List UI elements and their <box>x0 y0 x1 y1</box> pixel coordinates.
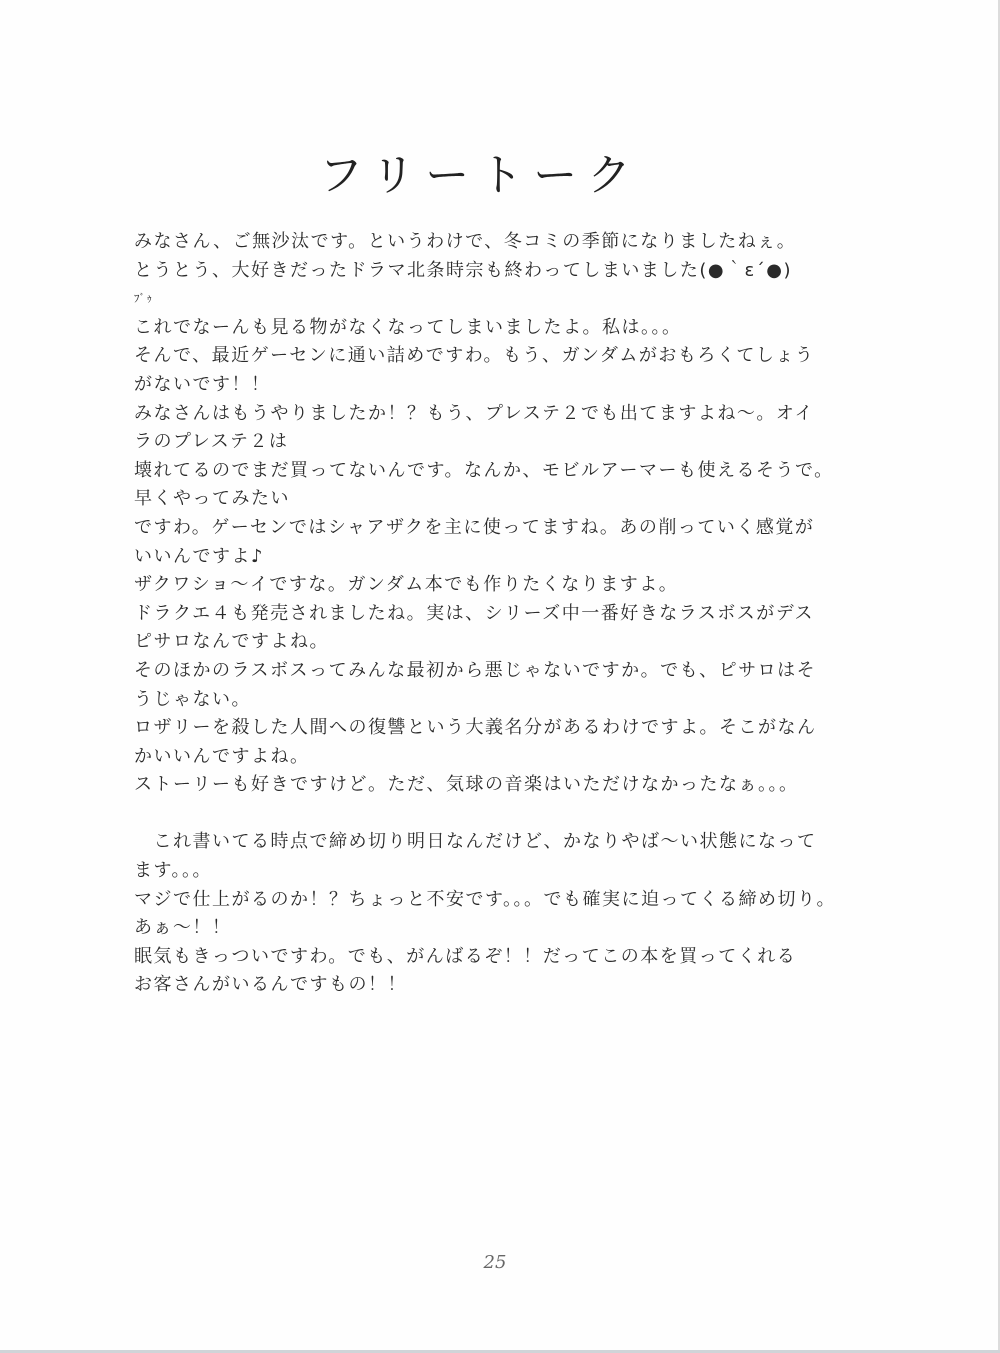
page-number: 25 <box>483 1252 507 1273</box>
text-line: みなさん、ご無沙汰です。というわけで、冬コミの季節になりましたねぇ。 <box>134 231 797 252</box>
text-line: ストーリーも好きですけど。ただ、気球の音楽はいただけなかったなぁ。。。 <box>134 774 799 796</box>
text-line: ロザリーを殺した人間への復讐という大義名分があるわけですよ。そこがなん <box>134 717 817 739</box>
body-text <box>134 228 837 1000</box>
text-line: とうとう、大好きだったドラマ北条時宗も終わってしまいました(●｀ε´●) <box>134 259 793 281</box>
text-line: ピサロなんですよね。 <box>134 631 329 653</box>
text-line: かいいんですよね。 <box>134 745 310 767</box>
text-line: うじゃない。 <box>134 688 251 710</box>
text-line: ﾌﾞｩ <box>134 292 154 306</box>
text-line: あぁ～！！ <box>134 917 232 939</box>
text-line: これ書いてる時点で締め切り明日なんだけど、かなりやば～い状態になって <box>134 831 817 853</box>
text-line: そんで、最近ゲーセンに通い詰めですわ。もう、ガンダムがおもろくてしょう <box>134 345 815 367</box>
text-line: お客さんがいるんですもの！！ <box>134 974 407 996</box>
text-line: 眠気もきっついですわ。でも、がんばるぞ！！だってこの本を買ってくれる <box>134 945 797 967</box>
text-line: いいんですよ♪ <box>134 545 264 567</box>
text-line: 早くやってみたい <box>134 488 290 510</box>
text-line: そのほかのラスボスってみんな最初から悪じゃないですか。でも、ピサロはそ <box>134 659 817 681</box>
text-line: ですわ。ゲーセンではシャアザクを主に使ってますね。あの削っていく感覚が <box>134 516 815 538</box>
text-line: がないです！！ <box>134 373 271 395</box>
text-line: これでなーんも見る物がなくなってしまいましたよ。私は。。。 <box>134 316 682 338</box>
text-line: 壊れてるのでまだ買ってないんです。なんか、モビルアーマーも使えるそうで。 <box>134 459 834 481</box>
blank-line <box>134 800 834 829</box>
page-title: フリートーク <box>318 150 642 201</box>
text-line: みなさんはもうやりましたか！？もう、プレステ２でも出てますよね～。オイ <box>134 402 814 424</box>
text-line: ドラクエ４も発売されましたね。実は、シリーズ中一番好きなラスボスがデス <box>134 602 814 624</box>
text-line: ラのプレステ２は <box>134 431 289 453</box>
text-line: ザクワショ～イですな。ガンダム本でも作りたくなりますよ。 <box>134 574 679 596</box>
text-line: ます。。。 <box>134 860 213 882</box>
text-line: マジで仕上がるのか！？ちょっと不安です。。。でも確実に迫ってくる締め切り。 <box>134 888 837 910</box>
